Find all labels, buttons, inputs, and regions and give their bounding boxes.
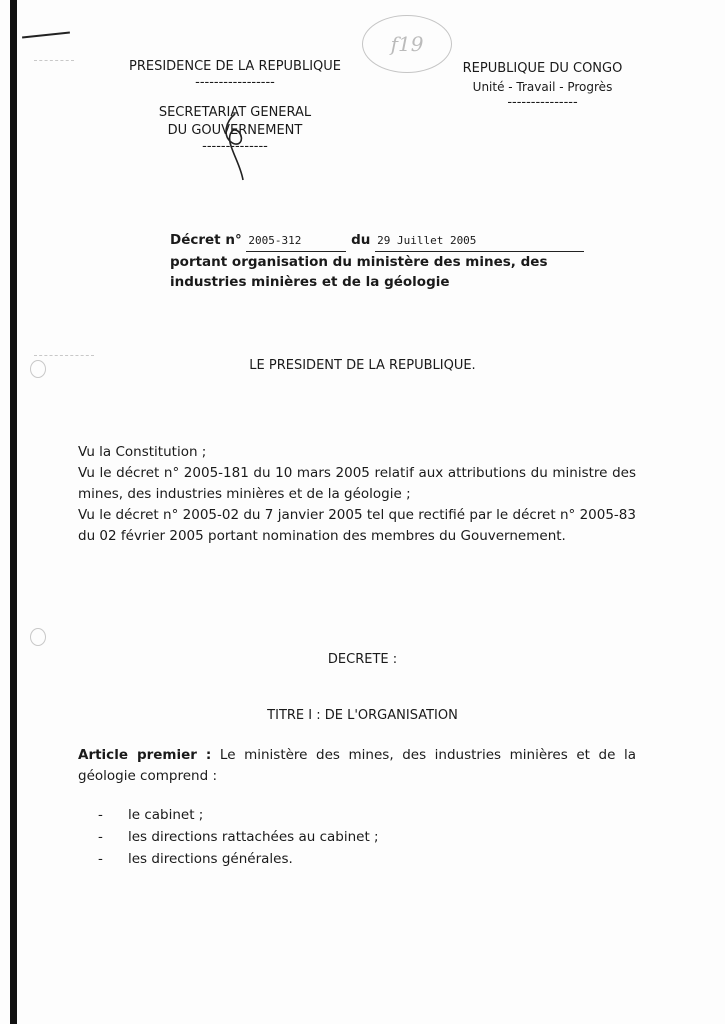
presidency-title: PRESIDENCE DE LA REPUBLIQUE [128,59,342,74]
bullet-marker: - [98,851,103,867]
consideration: Vu la Constitution ; [78,444,207,460]
republic-title: REPUBLIQUE DU CONGO [462,61,623,76]
separator: ----------------- [195,75,275,90]
list-item-text: les directions générales. [128,851,293,867]
list-item [98,826,379,848]
list-item [98,848,379,870]
decree-subject: portant organisation du ministère des mines, des industries minières et de la géologie [170,254,548,290]
secretariat-title: SECRETARIAT GENERAL [158,105,312,120]
signature-mark [205,112,265,182]
considerations [78,442,636,547]
consideration: Vu le décret n° 2005-181 du 10 mars 2005 relatif aux attributions du ministre des mines, des industries minières et de la géologie ; [78,465,636,502]
government-title: DU GOUVERNEMENT [167,123,303,138]
bullet-marker: - [98,807,103,823]
separator: -------------- [202,139,268,154]
decree-date: 29 Juillet 2005 [375,231,584,252]
consideration: Vu le décret n° 2005-02 du 7 janvier 2005 tel que rectifié par le décret n° 2005-83 du 02 février 2005 portant nomination des membres du Gouvernement. [78,507,636,544]
list-item-text: les directions rattachées au cabinet ; [128,829,379,845]
bullet-marker: - [98,829,103,845]
title-heading: TITRE I : DE L'ORGANISATION [267,708,458,723]
list-item-text: le cabinet ; [128,807,204,823]
bullet-list [98,804,379,870]
scan-mark [34,60,74,62]
decree-number: 2005-312 [246,231,346,252]
national-motto: Unité - Travail - Progrès [472,80,613,94]
pen-stroke [22,31,70,38]
president-heading: LE PRESIDENT DE LA REPUBLIQUE. [249,358,476,373]
header-right [440,60,645,110]
list-item [98,804,379,826]
article-label: Article premier : [78,747,212,763]
binding-edge [10,0,17,1024]
scan-mark [34,355,94,357]
article-text: Le ministère des mines, des industries minières et de la géologie comprend : [78,747,636,784]
decree-label: Décret n° [170,232,242,248]
handwritten-page-stamp: f19 [362,15,452,73]
decrete-heading: DECRETE : [327,652,398,667]
punch-hole [30,628,46,646]
article-premier [78,745,636,787]
separator: --------------- [507,95,578,110]
decree-block [170,230,610,292]
decree-du: du [351,232,371,248]
